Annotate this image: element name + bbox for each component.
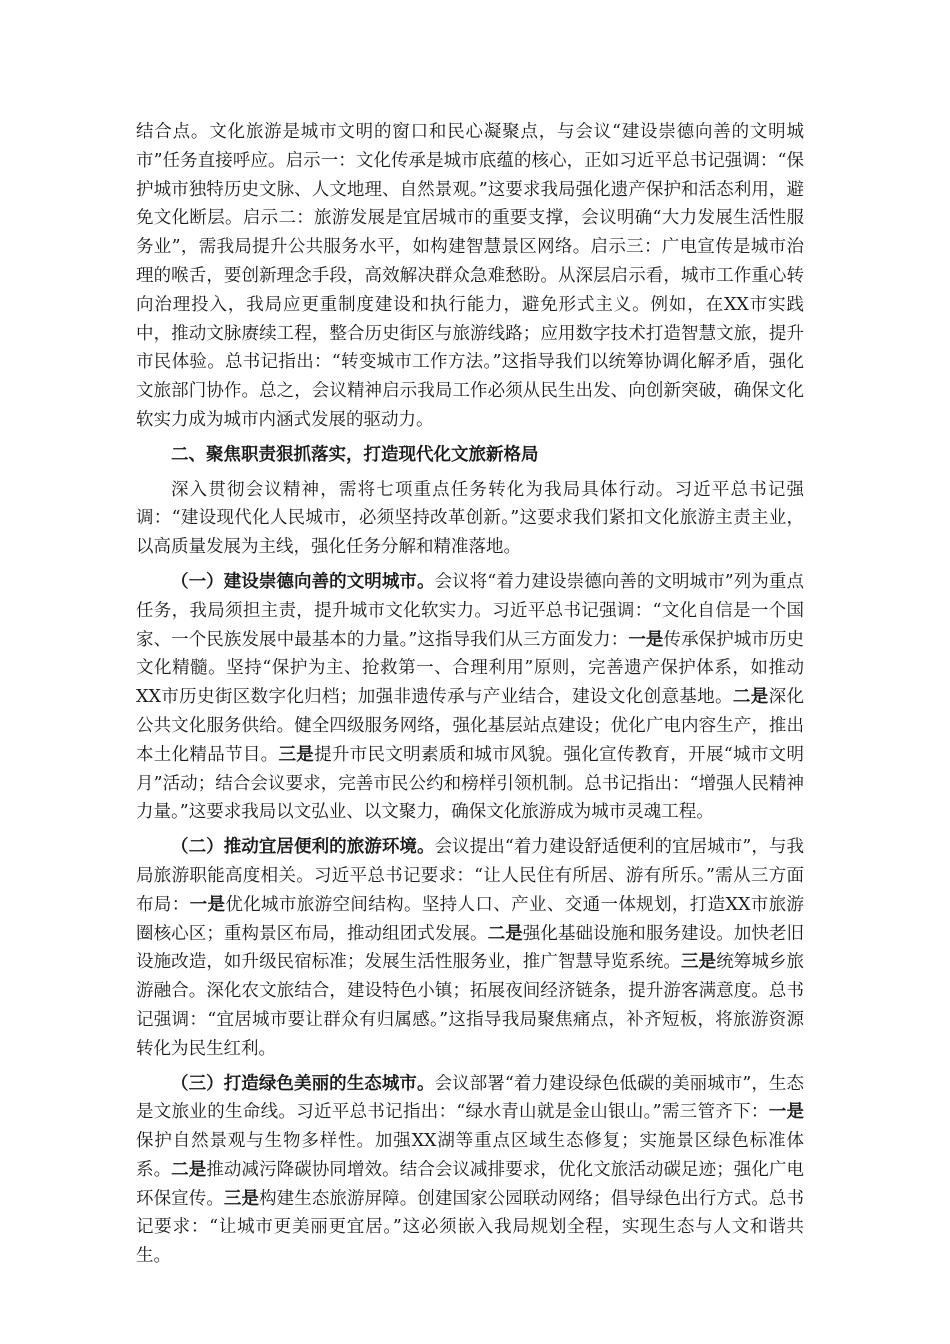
document-body <box>136 118 804 1277</box>
section-heading: 二、聚焦职责狠抓落实，打造现代化文旅新格局 <box>171 444 539 465</box>
paragraph-intro-continuation: 结合点。文化旅游是城市文明的窗口和民心凝聚点，与会议“建设崇德向善的文明城市”任务直接呼应。启示一：文化传承是城市底蕴的核心，正如习近平总书记强调：“保护城市独特历史文脉、人文地理、自然景观。”这要求我局强化遗产保护和活态利用，避免文化断层。启示二：旅游发展是宜居城市的重要支撑，会议明确“大力发展生活性服务业”，需我局提升公共服务水平，如构建智慧景区网络。启示三：广电宣传是城市治理的喉舌，要创新理念手段，高效解决群众急难愁盼。从深层启示看，城市工作重心转向治理投入，我局应更重制度建设和执行能力，避免形式主义。例如，在XX市实践中，推动文脉赓续工程，整合历史街区与旅游线路；应用数字技术打造智慧文旅，提升市民体验。总书记指出：“转变城市工作方法。”这指导我们以统筹协调化解矛盾，强化文旅部门协作。总之，会议精神启示我局工作必须从民生出发、向创新突破，确保文化软实力成为城市内涵式发展的驱动力。 <box>136 122 804 430</box>
subsection-title: （二）推动宜居便利的旅游环境。 <box>171 837 435 858</box>
paragraph-ecological-city: （三）打造绿色美丽的生态城市。会议部署“着力建设绿色低碳的美丽城市”，生态是文旅业的生命线。习近平总书记指出：“绿水青山就是金山银山。”需三管齐下：一是保护自然景观与生物多样性。加强XX湖等重点区域生态修复；实施景区绿色标准体系。二是推动减污降碳协同增效。结合会议减排要求，优化文旅活动碳足迹；强化广电环保宣传。三是构建生态旅游屏障。创建国家公园联动网络；倡导绿色出行方式。总书记要求：“让城市更美丽更宜居。”这必须嵌入我局规划全程，实现生态与人文和谐共生。 <box>136 1073 805 1267</box>
subsection-title: （一）建设崇德向善的文明城市。 <box>171 571 435 592</box>
paragraph-civilized-city: （一）建设崇德向善的文明城市。会议将“着力建设崇德向善的文明城市”列为重点任务，我局须担主责，提升城市文化软实力。习近平总书记强调：“文化自信是一个国家、一个民族发展中最基本的力量。”这指导我们从三方面发力：一是传承保护城市历史文化精髓。坚持“保护为主、抢救第一、合理利用”原则，完善遗产保护体系，如推动XX市历史街区数字化归档；加强非遗传承与产业结合，建设文化创意基地。二是深化公共文化服务供给。健全四级服务网络，强化基层站点建设；优化广电内容生产，推出本土化精品节目。三是提升市民文明素质和城市风貌。强化宣传教育，开展“城市文明月”活动；结合会议要求，完善市民公约和榜样引领机制。总书记指出：“增强人民精神力量。”这要求我局以文弘业、以文聚力，确保文化旅游成为城市灵魂工程。 <box>136 571 805 823</box>
paragraph-section-intro: 深入贯彻会议精神，需将七项重点任务转化为我局具体行动。习近平总书记强调：“建设现代化人民城市，必须坚持改革创新。”这要求我们紧扣文化旅游主责主业，以高质量发展为主线，强化任务分解和精准落地。 <box>136 479 804 558</box>
paragraph-livable-tourism: （二）推动宜居便利的旅游环境。会议提出“着力建设舒适便利的宜居城市”，与我局旅游职能高度相关。习近平总书记要求：“让人民住有所居、游有所乐。”需从三方面布局：一是优化城市旅游空间结构。坚持人口、产业、交通一体规划，打造XX市旅游圈核心区；重构景区布局，推动组团式发展。二是强化基础设施和服务建设。加快老旧设施改造，如升级民宿标准；发展生活性服务业，推广智慧导览系统。三是统筹城乡旅游融合。深化农文旅结合，建设特色小镇；拓展夜间经济链条，提升游客满意度。总书记强调：“宜居城市要让群众有归属感。”这指导我局聚焦痛点，补齐短板，将旅游资源转化为民生红利。 <box>136 837 805 1059</box>
subsection-title: （三）打造绿色美丽的生态城市。 <box>171 1073 435 1094</box>
